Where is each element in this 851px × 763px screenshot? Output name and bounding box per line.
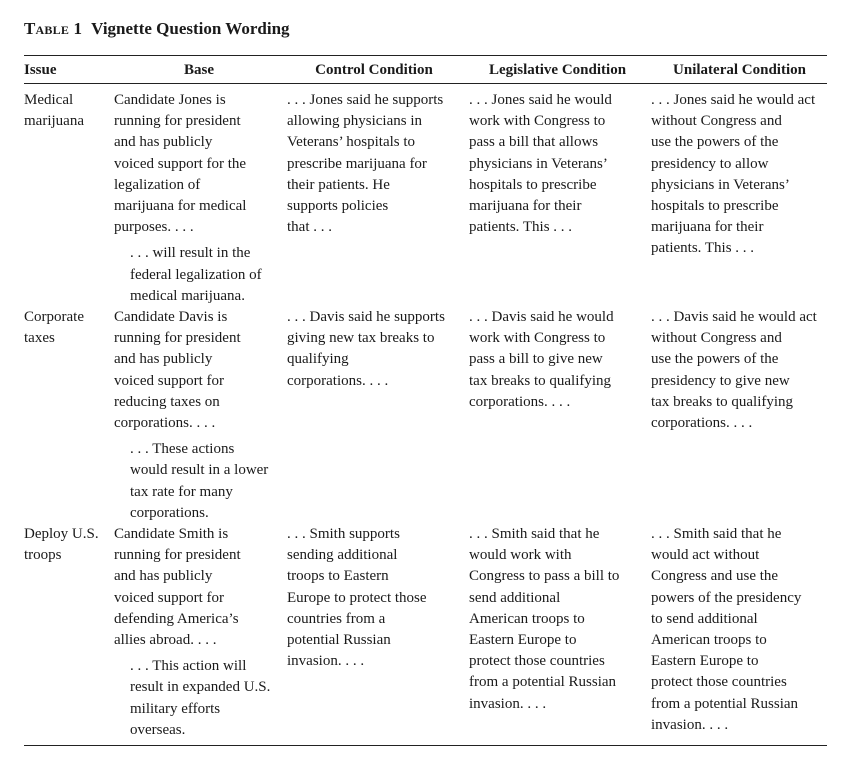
control-line: countries from a: [287, 610, 386, 627]
unilateral-cell: [651, 90, 847, 260]
control-line: troops to Eastern: [287, 568, 389, 585]
base-line: and has publicly: [114, 568, 213, 585]
legislative-line: hospitals to prescribe: [469, 176, 597, 193]
legislative-line: would work with: [469, 547, 572, 564]
unilateral-line: to send additional: [651, 610, 758, 627]
base-text: [114, 90, 288, 238]
control-line: giving new tax breaks to: [287, 330, 435, 347]
issue-line: marijuana: [24, 113, 84, 130]
legislative-line: protect those countries: [469, 653, 605, 670]
base-line: voiced support for the: [114, 155, 247, 172]
unilateral-line: hospitals to prescribe: [651, 198, 779, 215]
unilateral-cell: [651, 524, 847, 736]
legislative-line: . . . Davis said he would: [469, 309, 614, 325]
legislative-cell: [469, 307, 665, 413]
base-line: Candidate Smith is: [114, 526, 229, 542]
base-line: running for president: [114, 547, 241, 564]
control-line: . . . Smith supports: [287, 526, 400, 542]
unilateral-line: . . . Jones said he would act: [651, 92, 816, 108]
table-caption: [24, 19, 290, 39]
base-cell: [114, 90, 288, 307]
control-line: supports policies: [287, 198, 389, 215]
base-line: Candidate Jones is: [114, 92, 226, 108]
base-line: corporations. . . .: [114, 415, 216, 432]
header-control-condition: Control Condition: [315, 62, 433, 78]
legislative-line: pass a bill to give new: [469, 351, 603, 368]
base-text: [114, 307, 288, 434]
unilateral-line: . . . Smith said that he: [651, 526, 782, 542]
legislative-line: marijuana for their: [469, 198, 582, 215]
issue-line: Deploy U.S.: [24, 526, 99, 542]
control-cell: [287, 90, 481, 238]
base-continuation: [114, 439, 288, 524]
base-line: would result in a lower: [130, 462, 269, 479]
table-title: Vignette Question Wording: [91, 19, 290, 38]
control-cell: [287, 524, 481, 672]
base-line: and has publicly: [114, 351, 213, 368]
base-line: overseas.: [130, 721, 186, 738]
unilateral-line: use the powers of the: [651, 351, 779, 368]
header-base: Base: [184, 62, 214, 78]
control-line: allowing physicians in: [287, 113, 422, 130]
control-line: their patients. He: [287, 176, 390, 193]
base-line: . . . will result in the: [130, 245, 251, 262]
control-cell: [287, 307, 481, 392]
base-line: and has publicly: [114, 134, 213, 151]
legislative-line: from a potential Russian: [469, 674, 617, 691]
legislative-line: patients. This . . .: [469, 219, 573, 236]
base-line: voiced support for: [114, 372, 224, 389]
base-line: purposes. . . .: [114, 219, 194, 236]
unilateral-line: American troops to: [651, 632, 767, 649]
header-unilateral-condition: Unilateral Condition: [673, 62, 806, 78]
unilateral-line: presidency to give new: [651, 372, 790, 389]
base-line: legalization of: [114, 176, 201, 193]
legislative-line: Eastern Europe to: [469, 632, 577, 649]
table-label: Table 1: [24, 19, 83, 38]
issue-line: troops: [24, 547, 62, 564]
legislative-line: pass a bill that allows: [469, 134, 599, 151]
base-line: running for president: [114, 330, 241, 347]
unilateral-line: patients. This . . .: [651, 240, 755, 257]
unilateral-line: without Congress and: [651, 113, 782, 130]
base-line: Candidate Davis is: [114, 309, 228, 325]
unilateral-line: physicians in Veterans’: [651, 176, 790, 193]
base-cell: [114, 307, 288, 524]
control-line: Europe to protect those: [287, 589, 427, 606]
base-line: result in expanded U.S.: [130, 679, 271, 696]
unilateral-line: would act without: [651, 547, 760, 564]
issue-line: Corporate: [24, 309, 84, 325]
control-line: prescribe marijuana for: [287, 155, 427, 172]
header-rule: [24, 83, 827, 84]
legislative-line: . . . Smith said that he: [469, 526, 600, 542]
base-line: defending America’s: [114, 610, 239, 627]
control-line: corporations. . . .: [287, 372, 389, 389]
base-line: reducing taxes on: [114, 393, 220, 410]
control-line: . . . Davis said he supports: [287, 309, 445, 325]
base-line: . . . These actions: [130, 441, 235, 458]
legislative-cell: [469, 90, 665, 238]
base-line: federal legalization of: [130, 266, 262, 283]
unilateral-line: . . . Davis said he would act: [651, 309, 817, 325]
unilateral-cell: [651, 307, 847, 434]
legislative-cell: [469, 524, 665, 715]
control-line: potential Russian: [287, 632, 391, 649]
base-cell: [114, 524, 288, 741]
issue-line: taxes: [24, 330, 55, 347]
legislative-line: work with Congress to: [469, 330, 606, 347]
unilateral-line: tax breaks to qualifying: [651, 393, 794, 410]
unilateral-line: protect those countries: [651, 674, 787, 691]
base-text: [114, 524, 288, 651]
control-line: Veterans’ hospitals to: [287, 134, 416, 151]
header-legislative-condition: Legislative Condition: [488, 62, 627, 78]
base-line: voiced support for: [114, 589, 224, 606]
unilateral-line: without Congress and: [651, 330, 782, 347]
base-line: corporations.: [130, 504, 209, 521]
base-line: allies abroad. . . .: [114, 632, 217, 649]
base-continuation: [114, 656, 288, 741]
unilateral-line: Eastern Europe to: [651, 653, 759, 670]
legislative-line: physicians in Veterans’: [469, 155, 608, 172]
base-line: tax rate for many: [130, 483, 233, 500]
legislative-line: Congress to pass a bill to: [469, 568, 620, 585]
legislative-line: invasion. . . .: [469, 695, 547, 712]
top-rule: [24, 55, 827, 56]
issue-line: Medical: [24, 92, 74, 108]
base-line: military efforts: [130, 700, 221, 717]
bottom-rule: [24, 745, 827, 746]
legislative-line: work with Congress to: [469, 113, 606, 130]
base-line: medical marijuana.: [130, 287, 245, 304]
base-line: marijuana for medical: [114, 198, 247, 215]
base-line: running for president: [114, 113, 241, 130]
unilateral-line: Congress and use the: [651, 568, 779, 585]
unilateral-line: marijuana for their: [651, 219, 764, 236]
unilateral-line: from a potential Russian: [651, 695, 799, 712]
unilateral-line: invasion. . . .: [651, 716, 729, 733]
legislative-line: . . . Jones said he would: [469, 92, 612, 108]
base-line: . . . This action will: [130, 658, 247, 675]
legislative-line: corporations. . . .: [469, 393, 571, 410]
base-continuation: [114, 243, 288, 307]
unilateral-line: presidency to allow: [651, 155, 769, 172]
control-line: qualifying: [287, 351, 349, 368]
legislative-line: send additional: [469, 589, 561, 606]
legislative-line: tax breaks to qualifying: [469, 372, 612, 389]
legislative-line: American troops to: [469, 610, 585, 627]
unilateral-line: use the powers of the: [651, 134, 779, 151]
unilateral-line: powers of the presidency: [651, 589, 802, 606]
control-line: . . . Jones said he supports: [287, 92, 444, 108]
unilateral-line: corporations. . . .: [651, 415, 753, 432]
header-issue: Issue: [24, 62, 57, 78]
control-line: sending additional: [287, 547, 398, 564]
control-line: invasion. . . .: [287, 653, 365, 670]
control-line: that . . .: [287, 219, 332, 236]
